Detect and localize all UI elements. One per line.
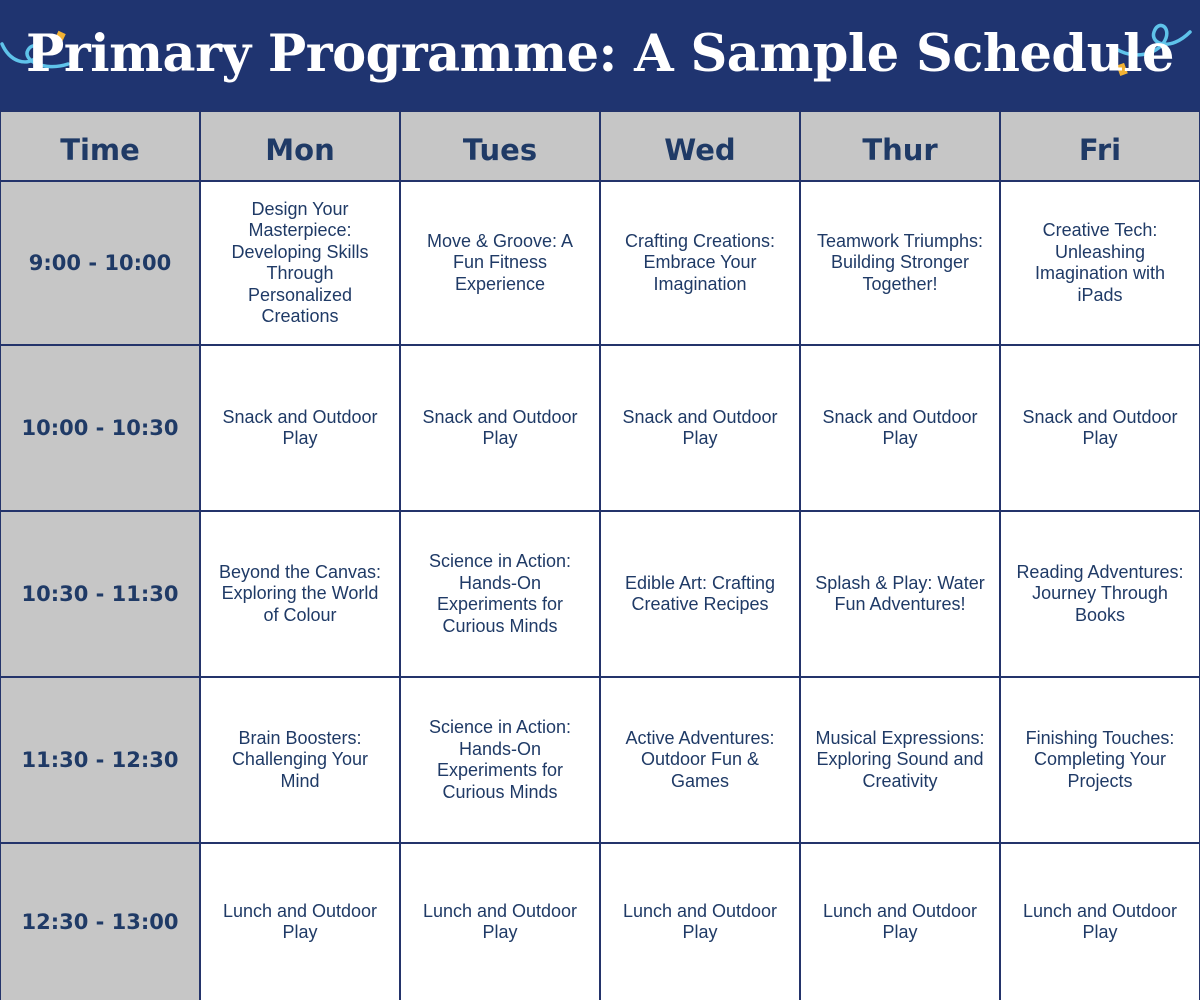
page-title: Primary Programme: A Sample Schedule [25, 24, 1174, 84]
activity-cell-thursday: Musical Expressions: Exploring Sound and Creativity [801, 678, 999, 842]
activity-cell-thursday: Teamwork Triumphs: Building Stronger Together! [801, 182, 999, 344]
activity-cell-monday: Snack and Outdoor Play [201, 346, 399, 510]
activity-cell-friday: Creative Tech: Unleashing Imagination with iPads [1001, 182, 1199, 344]
activity-cell-wednesday: Snack and Outdoor Play [601, 346, 799, 510]
activity-cell-tuesday: Science in Action: Hands-On Experiments for Curious Minds [401, 678, 599, 842]
column-header-time: Time [1, 112, 199, 180]
time-slot-label: 10:30 - 11:30 [1, 512, 199, 676]
column-header-wednesday: Wed [601, 112, 799, 180]
activity-cell-wednesday: Edible Art: Crafting Creative Recipes [601, 512, 799, 676]
activity-cell-tuesday: Science in Action: Hands-On Experiments for Curious Minds [401, 512, 599, 676]
activity-cell-monday: Brain Boosters: Challenging Your Mind [201, 678, 399, 842]
column-header-thursday: Thur [801, 112, 999, 180]
activity-cell-thursday: Lunch and Outdoor Play [801, 844, 999, 1000]
activity-cell-monday: Design Your Masterpiece: Developing Skills Through Personalized Creations [201, 182, 399, 344]
activity-cell-wednesday: Lunch and Outdoor Play [601, 844, 799, 1000]
column-header-monday: Mon [201, 112, 399, 180]
activity-cell-thursday: Snack and Outdoor Play [801, 346, 999, 510]
activity-cell-tuesday: Move & Groove: A Fun Fitness Experience [401, 182, 599, 344]
schedule-table [0, 110, 1200, 1000]
activity-cell-monday: Lunch and Outdoor Play [201, 844, 399, 1000]
activity-cell-monday: Beyond the Canvas: Exploring the World of Colour [201, 512, 399, 676]
time-slot-label: 10:00 - 10:30 [1, 346, 199, 510]
activity-cell-friday: Reading Adventures: Journey Through Books [1001, 512, 1199, 676]
activity-cell-wednesday: Crafting Creations: Embrace Your Imagination [601, 182, 799, 344]
activity-cell-friday: Finishing Touches: Completing Your Projects [1001, 678, 1199, 842]
activity-cell-friday: Snack and Outdoor Play [1001, 346, 1199, 510]
activity-cell-tuesday: Snack and Outdoor Play [401, 346, 599, 510]
activity-cell-thursday: Splash & Play: Water Fun Adventures! [801, 512, 999, 676]
activity-cell-wednesday: Active Adventures: Outdoor Fun & Games [601, 678, 799, 842]
header-banner [0, 0, 1200, 110]
time-slot-label: 11:30 - 12:30 [1, 678, 199, 842]
column-header-friday: Fri [1001, 112, 1199, 180]
time-slot-label: 9:00 - 10:00 [1, 182, 199, 344]
activity-cell-friday: Lunch and Outdoor Play [1001, 844, 1199, 1000]
time-slot-label: 12:30 - 13:00 [1, 844, 199, 1000]
column-header-tuesday: Tues [401, 112, 599, 180]
activity-cell-tuesday: Lunch and Outdoor Play [401, 844, 599, 1000]
